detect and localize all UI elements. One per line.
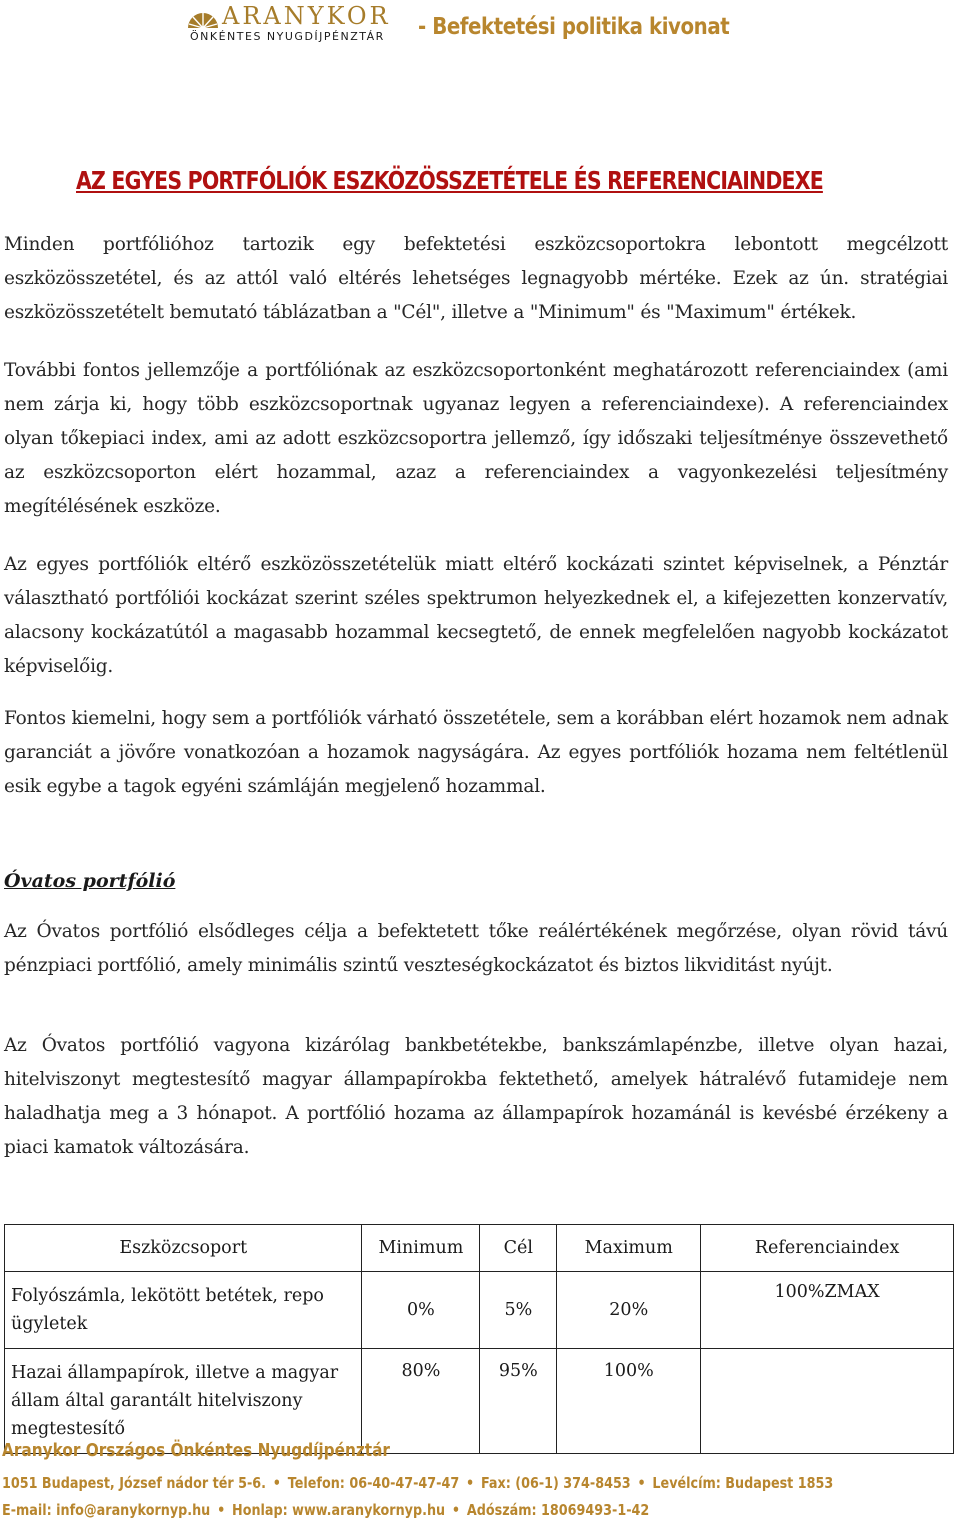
footer-phone: Telefon: 06-40-47-47-47: [287, 1474, 460, 1492]
asset-allocation-table: [4, 1224, 954, 1454]
document-title: AZ EGYES PORTFÓLIÓK ESZKÖZÖSSZETÉTELE ÉS REFERENCIAINDEXE: [76, 166, 823, 195]
paragraph-referenciaindex: További fontos jellemzője a portfóliónak az eszközcsoportonként meghatározott referenciaindex (ami nem zárja ki, hogy több eszközcsoportnak ugyanaz legyen a referenciaindexe). A referenciaindex olyan tőkepiaci index, ami az adott eszközcsoportra jellemző, így időszaki teljesítménye összevethető az eszközcsoporton elért hozammal, azaz a referenciaindex a vagyonkezelési teljesítmény megítélésének eszköze.: [4, 360, 948, 517]
sun-logo-icon: [186, 7, 220, 29]
logo-subtitle: ÖNKÉNTES NYUGDÍJPÉNZTÁR: [190, 30, 385, 43]
column-header: Maximum: [557, 1225, 701, 1272]
table-row: [5, 1272, 954, 1349]
paragraph-guarantee: Fontos kiemelni, hogy sem a portfóliók várható összetétele, sem a korábban elért hozamok nem adnak garanciát a jövőre vonatkozóan a hozamok nagyságára. Az egyes portfóliók hozama nem feltétlenül esik egybe a tagok egyéni számláján megjelenő hozammal.: [4, 708, 948, 797]
bullet-separator: •: [272, 1474, 281, 1492]
column-header: Minimum: [362, 1225, 480, 1272]
bullet-separator: •: [466, 1474, 475, 1492]
page-header: [0, 0, 960, 48]
table-cell-reference: 100%ZMAX: [701, 1272, 954, 1349]
footer-email: E-mail: info@aranykornyp.hu: [2, 1501, 211, 1519]
table-cell-target: 95%: [480, 1349, 557, 1454]
section-heading: Óvatos portfólió: [4, 870, 176, 892]
column-header: Cél: [480, 1225, 557, 1272]
footer-org: Aranykor Országos Önkéntes Nyugdíjpénztár: [2, 1440, 390, 1461]
table-cell-category: Hazai állampapírok, illetve a magyar állam által garantált hitelviszony megtestesítő: [5, 1349, 362, 1454]
table-cell-maximum: 20%: [557, 1272, 701, 1349]
bullet-separator: •: [637, 1474, 646, 1492]
table-cell-target: 5%: [480, 1272, 557, 1349]
footer-web: Honlap: www.aranykornyp.hu: [232, 1501, 446, 1519]
bullet-separator: •: [217, 1501, 226, 1519]
bullet-separator: •: [451, 1501, 461, 1519]
footer-tax: Adószám: 18069493-1-42: [466, 1501, 650, 1519]
paragraph-intro: Minden portfólióhoz tartozik egy befektetési eszközcsoportokra lebontott megcélzott eszközösszetétel, és az attól való eltérés lehetséges legnagyobb mértéke. Ezek az ún. stratégiai eszközösszetételt bemutató táblázatban a "Cél", illetve a "Minimum" és "Maximum" értékek.: [4, 234, 948, 323]
footer-address: 1051 Budapest, József nádor tér 5-6.: [2, 1474, 266, 1492]
footer-online-line: [2, 1501, 649, 1519]
footer-fax: Fax: (06-1) 374-8453: [480, 1474, 631, 1492]
table-row: [5, 1349, 954, 1454]
table-header-row: [5, 1225, 954, 1272]
table-cell-category: Folyószámla, lekötött betétek, repo ügyletek: [5, 1272, 362, 1349]
header-title: - Befektetési politika kivonat: [418, 14, 730, 40]
logo-name: ARANYKOR: [222, 2, 391, 30]
table-cell-maximum: 100%: [557, 1349, 701, 1454]
footer-contact-line: [2, 1474, 833, 1492]
column-header: Referenciaindex: [701, 1225, 954, 1272]
logo: [186, 2, 426, 46]
paragraph-ovatos-assets: Az Óvatos portfólió vagyona kizárólag bankbetétekbe, bankszámlapénzbe, illetve olyan hazai, hitelviszonyt megtestesítő magyar állampapírokba fektethető, amelyek hátralévő futamideje nem haladhatja meg a 3 hónapot. A portfólió hozama az állampapírok hozamánál is kevésbé érzékeny a piaci kamatok változására.: [4, 1035, 948, 1158]
table-cell-minimum: 80%: [362, 1349, 480, 1454]
table-cell-reference: [701, 1349, 954, 1454]
paragraph-ovatos-goal: Az Óvatos portfólió elsődleges célja a befektetett tőke reálértékének megőrzése, olyan rövid távú pénzpiaci portfólió, amely minimális szintű veszteségkockázatot és biztos likviditást nyújt.: [4, 921, 948, 976]
column-header: Eszközcsoport: [5, 1225, 362, 1272]
paragraph-risk: Az egyes portfóliók eltérő eszközösszetételük miatt eltérő kockázati szintet képviselnek, a Pénztár választható portfóliói kockázat szerint széles spektrumon helyezkednek el, a kifejezetten konzervatív, alacsony kockázatútól a magasabb hozammal kecsegtető, de ennek megfelelően nagyobb kockázatot képviselőig.: [4, 554, 948, 677]
footer-mail: Levélcím: Budapest 1853: [652, 1474, 834, 1492]
table-cell-minimum: 0%: [362, 1272, 480, 1349]
